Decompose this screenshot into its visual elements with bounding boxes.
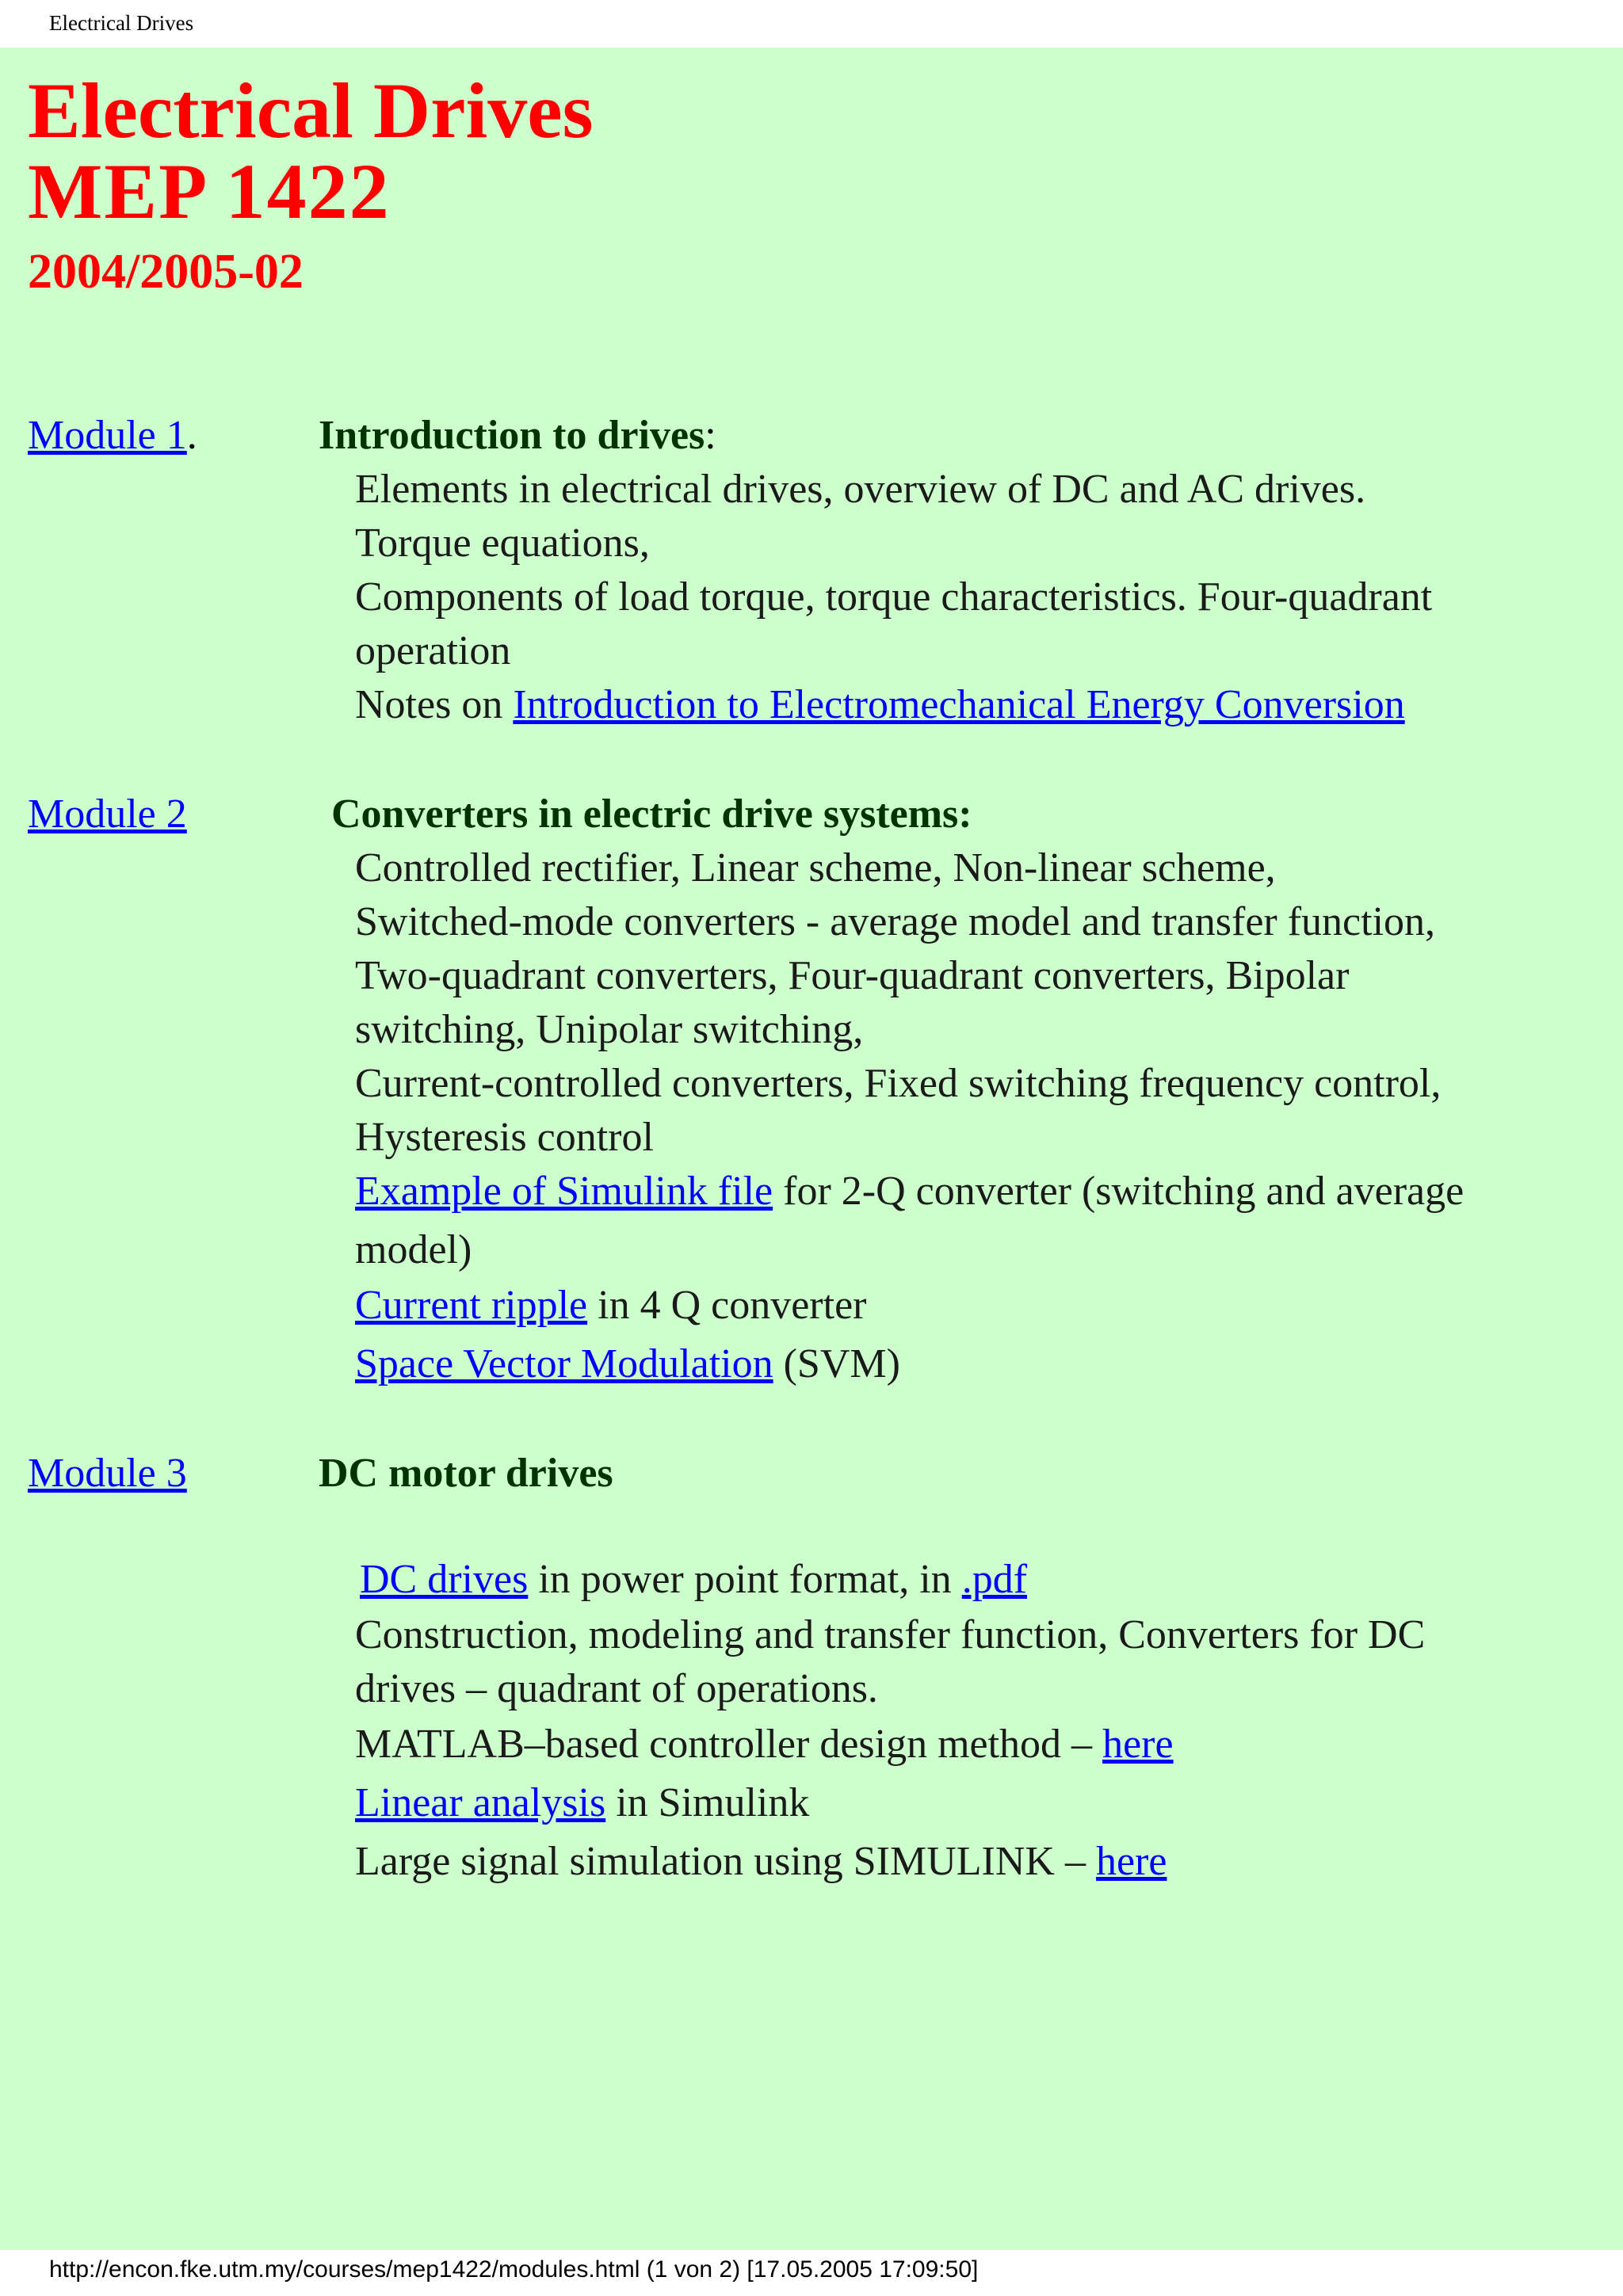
electromechanical-energy-conversion-link[interactable]: Introduction to Electromechanical Energy Conversion: [513, 682, 1405, 727]
pdf-link[interactable]: .pdf: [961, 1557, 1028, 1602]
matlab-here-link[interactable]: here: [1102, 1722, 1174, 1767]
module-1-line: Elements in electrical drives, overview of DC and AC drives.: [355, 467, 1366, 512]
matlab-prefix: MATLAB–based controller design method –: [355, 1722, 1103, 1767]
module-1-heading: [319, 412, 716, 459]
module-1-link[interactable]: [28, 412, 197, 459]
module-2-line: Switched-mode converters - average model and transfer function,: [355, 899, 1436, 944]
svm-suffix: (SVM): [773, 1341, 900, 1386]
module-3-linear-line: [355, 1779, 809, 1826]
module-2-line: switching, Unipolar switching,: [355, 1007, 864, 1052]
simulink-suffix: for 2-Q converter (switching and average: [773, 1169, 1465, 1214]
module-3-matlab-line: [355, 1721, 1174, 1768]
print-header: Electrical Drives: [49, 11, 194, 35]
linear-suffix: in Simulink: [605, 1780, 810, 1825]
ripple-suffix: in 4 Q converter: [587, 1283, 867, 1328]
module-3-dc-line: [360, 1556, 1027, 1603]
module-3-line: Construction, modeling and transfer function, Converters for DC: [355, 1612, 1426, 1657]
module-1-notes: [355, 681, 1405, 728]
space-vector-modulation-link[interactable]: Space Vector Modulation: [355, 1341, 773, 1386]
module-3-link[interactable]: [28, 1450, 187, 1497]
module-1-line: operation: [355, 628, 511, 673]
module-2-line: Hysteresis control: [355, 1115, 654, 1160]
module-2-ripple-line: [355, 1282, 866, 1329]
module-2-line: model): [355, 1227, 472, 1272]
linear-analysis-link[interactable]: Linear analysis: [355, 1780, 606, 1825]
module-2-line: Two-quadrant converters, Four-quadrant converters, Bipolar: [355, 953, 1350, 998]
module-2-heading: Converters in electric drive systems:: [331, 791, 972, 837]
module-2-svm-line: [355, 1341, 900, 1387]
module-3-line: drives – quadrant of operations.: [355, 1666, 878, 1711]
module-1-heading-text: Introduction to drives: [319, 413, 705, 458]
large-signal-here-link[interactable]: here: [1095, 1839, 1167, 1884]
module-1-line: Components of load torque, torque characteristics. Four-quadrant: [355, 574, 1433, 620]
module-2-line: Controlled rectifier, Linear scheme, Non-linear scheme,: [355, 845, 1276, 891]
page-title: Electrical Drives: [28, 67, 594, 154]
dc-mid: in power point format, in: [528, 1557, 962, 1602]
module-1-heading-colon: :: [705, 413, 716, 458]
module-2-link[interactable]: [28, 791, 187, 837]
academic-session: 2004/2005-02: [28, 245, 304, 299]
module-3-heading: DC motor drives: [319, 1451, 613, 1496]
module-1-period: .: [186, 413, 197, 458]
module-2-line: Current-controlled converters, Fixed switching frequency control,: [355, 1061, 1442, 1106]
module-2-link-text[interactable]: Module 2: [28, 791, 187, 837]
current-ripple-link[interactable]: Current ripple: [355, 1283, 588, 1328]
module-3-link-text[interactable]: Module 3: [28, 1451, 187, 1496]
notes-prefix: Notes on: [355, 682, 514, 727]
print-footer: http://encon.fke.utm.my/courses/mep1422/modules.html (1 von 2) [17.05.2005 17:09:50]: [49, 2256, 979, 2283]
course-code: MEP 1422: [28, 147, 391, 235]
simulink-example-link[interactable]: Example of Simulink file: [355, 1169, 773, 1214]
module-3-large-signal-line: [355, 1838, 1167, 1885]
dc-drives-link[interactable]: DC drives: [360, 1557, 529, 1602]
module-2-simulink-line: [355, 1168, 1464, 1215]
page-content: [0, 48, 1623, 2250]
large-signal-prefix: Large signal simulation using SIMULINK –: [355, 1839, 1096, 1884]
module-1-line: Torque equations,: [355, 521, 650, 566]
module-1-link-text[interactable]: Module 1: [28, 413, 187, 458]
